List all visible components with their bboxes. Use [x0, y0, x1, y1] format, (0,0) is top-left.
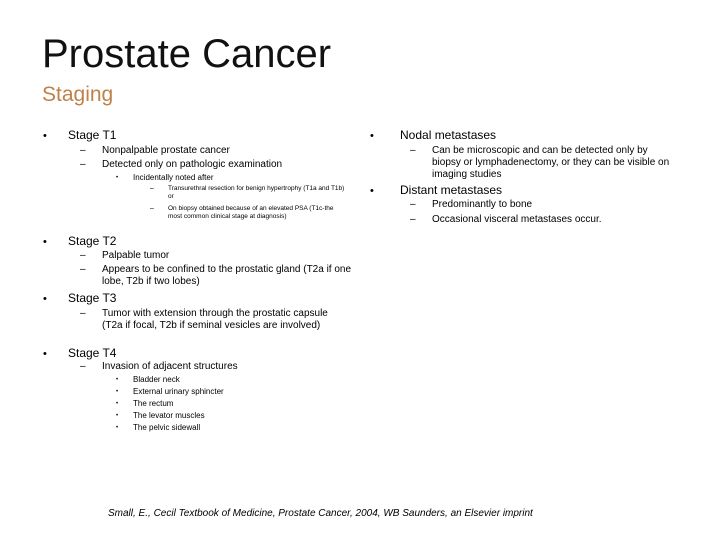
nodal-heading: Nodal metastases	[400, 128, 497, 142]
t2-item: Appears to be confined to the prostatic gland (T2a if one lobe, T2b if two lobes)	[102, 264, 352, 287]
t1-subsub: Transurethral resection for benign hypertrophy (T1a and T1b) or	[168, 185, 345, 200]
bullet-icon: •	[43, 293, 47, 305]
dash-icon: –	[80, 145, 86, 156]
t1-item: Detected only on pathologic examination	[102, 159, 283, 170]
bullet-icon: •	[43, 348, 47, 360]
bullet-icon: •	[116, 401, 119, 407]
t4-sub: The rectum	[133, 399, 174, 408]
dash-icon: –	[150, 185, 154, 192]
bullet-icon: •	[116, 413, 119, 419]
slide-title: Prostate Cancer	[42, 32, 332, 76]
stage-t1-heading: Stage T1	[68, 128, 117, 142]
t1-sub: Incidentally noted after	[133, 173, 214, 182]
dash-icon: –	[80, 361, 86, 372]
dash-icon: –	[80, 159, 86, 170]
bullet-icon: •	[116, 425, 119, 431]
t4-sub: The levator muscles	[133, 411, 205, 420]
t1-subsub: On biopsy obtained because of an elevated PSA (T1c-the most common clinical stage at diagnosis)	[168, 205, 334, 220]
t1-item: Nonpalpable prostate cancer	[102, 145, 230, 156]
citation-footer: Small, E., Cecil Textbook of Medicine, Prostate Cancer, 2004, WB Saunders, an Elsevier imprint	[108, 508, 533, 519]
dash-icon: –	[150, 205, 154, 212]
t3-item: Tumor with extension through the prostatic capsule (T2a if focal, T2b if seminal vesicles are involved)	[102, 308, 328, 331]
bullet-icon: •	[370, 185, 374, 197]
distant-item: Occasional visceral metastases occur.	[432, 214, 602, 225]
dash-icon: –	[410, 199, 416, 210]
bullet-icon: •	[43, 236, 47, 248]
nodal-item: Can be microscopic and can be detected only by biopsy or lymphadenectomy, or they can be visible on imaging studies	[432, 145, 670, 180]
t4-sub: External urinary sphincter	[133, 387, 224, 396]
dash-icon: –	[80, 250, 86, 261]
slide-subtitle: Staging	[42, 83, 114, 106]
stage-t4-heading: Stage T4	[68, 346, 117, 360]
distant-item: Predominantly to bone	[432, 199, 533, 210]
bullet-icon: •	[370, 130, 374, 142]
stage-t3-heading: Stage T3	[68, 291, 117, 305]
bullet-icon: •	[116, 377, 119, 383]
distant-heading: Distant metastases	[400, 183, 503, 197]
t4-sub: The pelvic sidewall	[133, 423, 201, 432]
dash-icon: –	[410, 214, 416, 225]
bullet-icon: •	[43, 130, 47, 142]
stage-t2-heading: Stage T2	[68, 234, 117, 248]
t4-item: Invasion of adjacent structures	[102, 361, 238, 372]
bullet-icon: •	[116, 175, 119, 181]
t4-sub: Bladder neck	[133, 375, 180, 384]
dash-icon: –	[80, 264, 86, 275]
dash-icon: –	[80, 308, 86, 319]
t2-item: Palpable tumor	[102, 250, 170, 261]
dash-icon: –	[410, 145, 416, 156]
bullet-icon: •	[116, 389, 119, 395]
